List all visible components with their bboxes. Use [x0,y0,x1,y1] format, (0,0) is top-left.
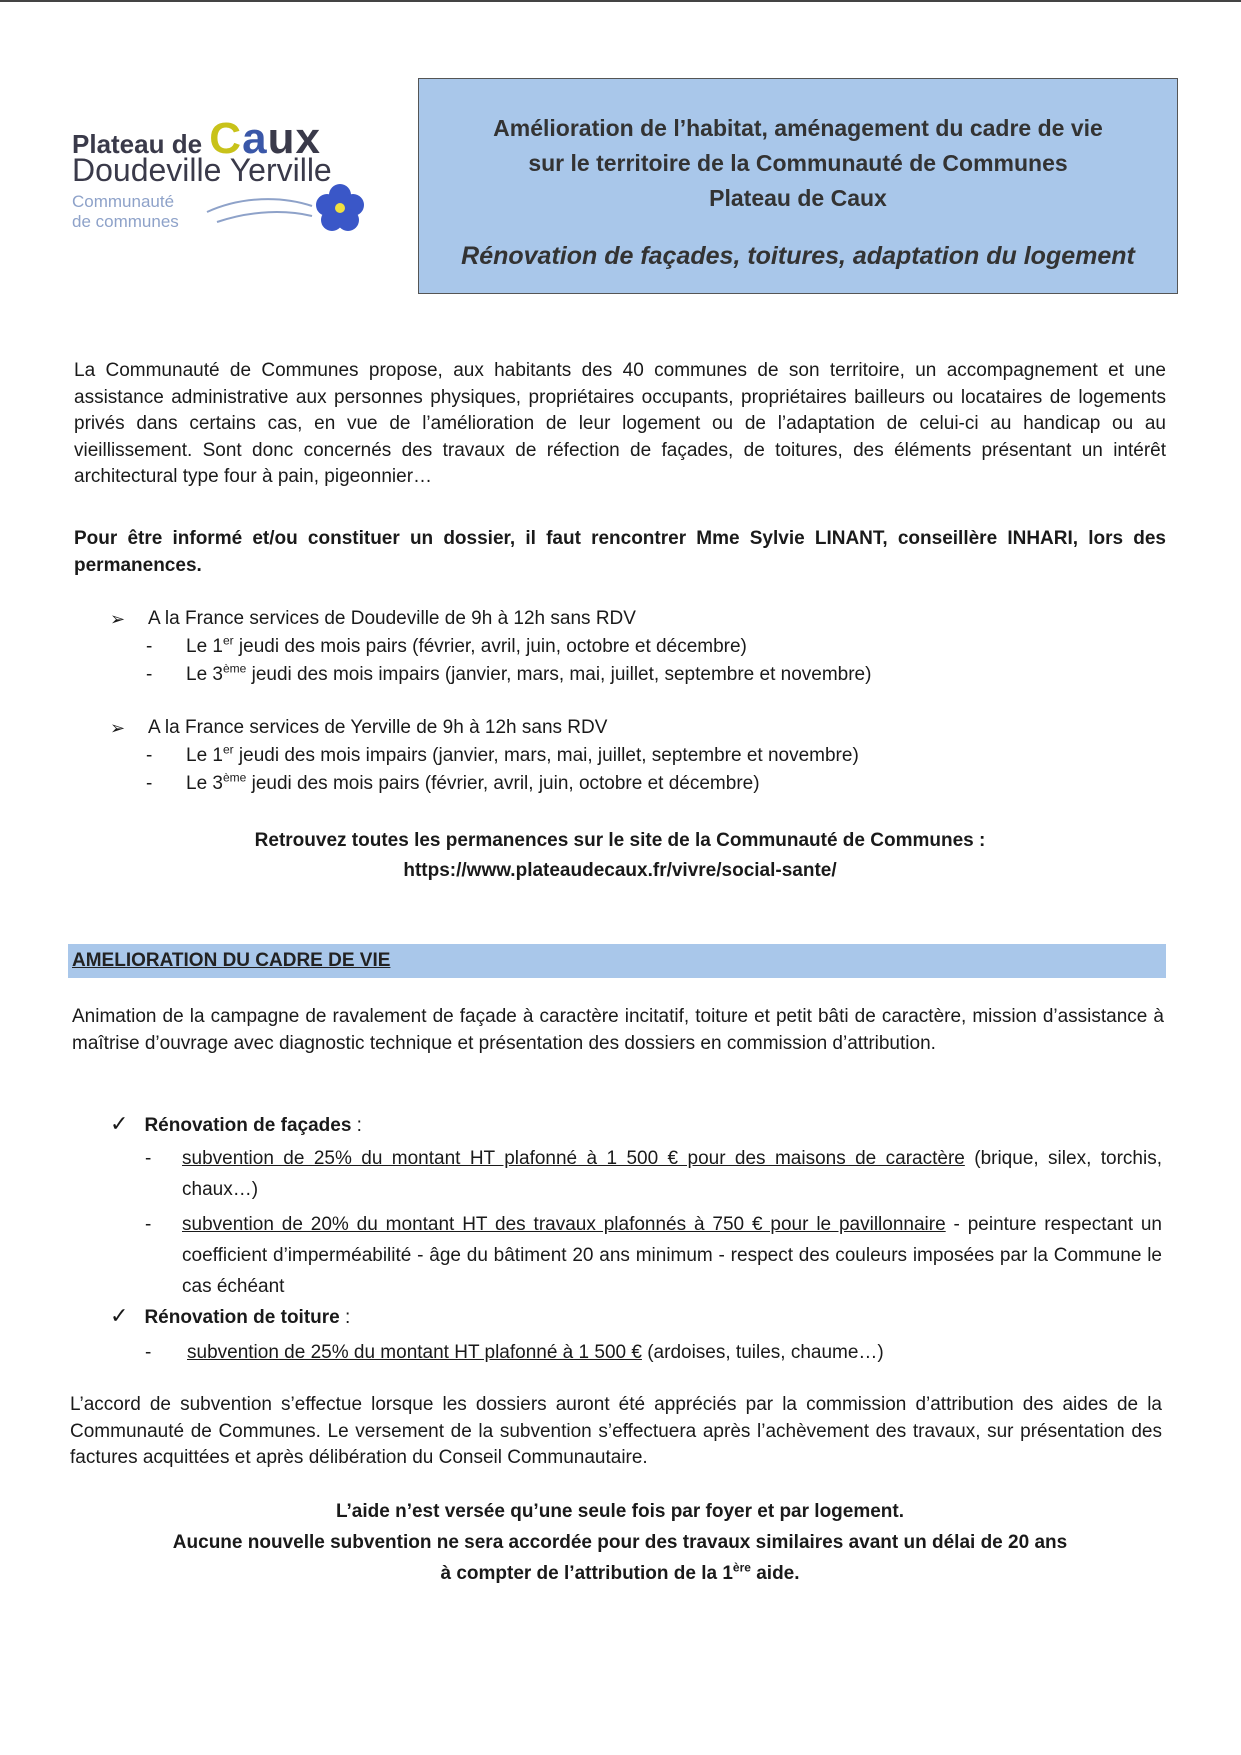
check-icon: ✓ [110,1303,129,1328]
intro-paragraph: La Communauté de Communes propose, aux habitants des 40 communes de son territoire, un accompagnement et une assistance administrative aux personnes physiques, propriétaires occupants, propriétaires bailleurs ou locataires de logements privés dans certains cas, en vue de l’amélioration de leur logement ou de l’adaptation de celui-ci au handicap ou au vieillissement. Sont donc concernés des travaux de réfection de façades, de toitures, des éléments présentant un intérêt architectural type four à pain, pigeonnier… [74,360,1166,487]
logo [72,100,372,250]
permanence-doudeville: ➢ A la France services de Doudeville de 9h à 12h sans RDV - Le 1er jeudi des mois pairs (février, avril, juin, octobre et décembre) - Le 3ème jeudi des mois impairs (janvier, mars, mai, juillet, septembre et novembre) [110,605,871,689]
arrow-icon: ➢ [110,718,126,738]
logo-line2: Doudeville Yerville [72,152,332,188]
facades-item-1: subvention de 25% du montant HT plafonné à 1 500 € pour des maisons de caractère (brique, silex, torchis, chaux…) [182,1148,1162,1200]
site-link[interactable]: https://www.plateaudecaux.fr/vivre/social-sante/ [403,860,837,881]
retrouvez-block: Retrouvez toutes les permanences sur le site de la Communauté de Communes : https://www.plateaudecaux.fr/vivre/social-sante/ [74,826,1166,886]
header-box [418,78,1178,294]
toiture-item-1-dash: - [145,1342,152,1363]
contact-paragraph: Pour être informé et/ou constituer un dossier, il faut rencontrer Mme Sylvie LINANT, conseillère INHARI, lors des permanences. [74,528,1166,576]
check-icon: ✓ [110,1111,129,1136]
arrow-icon: ➢ [110,609,126,629]
flower-icon [202,182,372,242]
toiture-heading: ✓ Rénovation de toiture : [110,1303,351,1328]
facades-item-2-dash: - [145,1214,152,1235]
facades-item-2: subvention de 20% du montant HT des travaux plafonnés à 750 € pour le pavillonnaire - peinture respectant un coefficient d’imperméabilité - âge du bâtiment 20 ans minimum - respect des couleurs imposées par la Commune le cas échéant [182,1214,1162,1297]
section-bar [68,944,1166,978]
logo-caux: Caux [209,114,321,163]
header-title: Amélioration de l’habitat, aménagement du cadre de vie sur le territoire de la Communauté de Communes Plateau de Caux [493,115,1103,211]
header-subtitle: Rénovation de façades, toitures, adaptation du logement [461,242,1135,270]
top-border [0,0,1241,2]
permanence-yerville: ➢ A la France services de Yerville de 9h à 12h sans RDV - Le 1er jeudi des mois impairs (janvier, mars, mai, juillet, septembre et novembre) - Le 3ème jeudi des mois pairs (février, avril, juin, octobre et décembre) [110,714,859,798]
section-title: AMELIORATION DU CADRE DE VIE [72,950,391,971]
footer-block: L’aide n’est versée qu’une seule fois par foyer et par logement. Aucune nouvelle subvention ne sera accordée pour des travaux similaires avant un délai de 20 ans à compter de l’attribution de la 1ère aide. [172,1501,1068,1584]
logo-line1: Plateau de Caux [72,114,321,163]
section-intro: Animation de la campagne de ravalement de façade à caractère incitatif, toiture et petit bâti de caractère, mission d’assistance à maîtrise d’ouvrage avec diagnostic technique et présentation des dossiers en commission d’attribution. [72,1006,1164,1054]
logo-line3: Communauté de communes [72,192,179,231]
facades-heading: ✓ Rénovation de façades : [110,1111,362,1136]
facades-item-1-dash: - [145,1148,152,1169]
toiture-item-1: subvention de 25% du montant HT plafonné à 1 500 € (ardoises, tuiles, chaume…) [187,1342,884,1363]
accord-paragraph: L’accord de subvention s’effectue lorsque les dossiers auront été appréciés par la commission d’attribution des aides de la Communauté de Communes. Le versement de la subvention s’effectuera après l’achèvement des travaux, sur présentation des factures acquittées et après délibération du Conseil Communautaire. [70,1394,1162,1468]
